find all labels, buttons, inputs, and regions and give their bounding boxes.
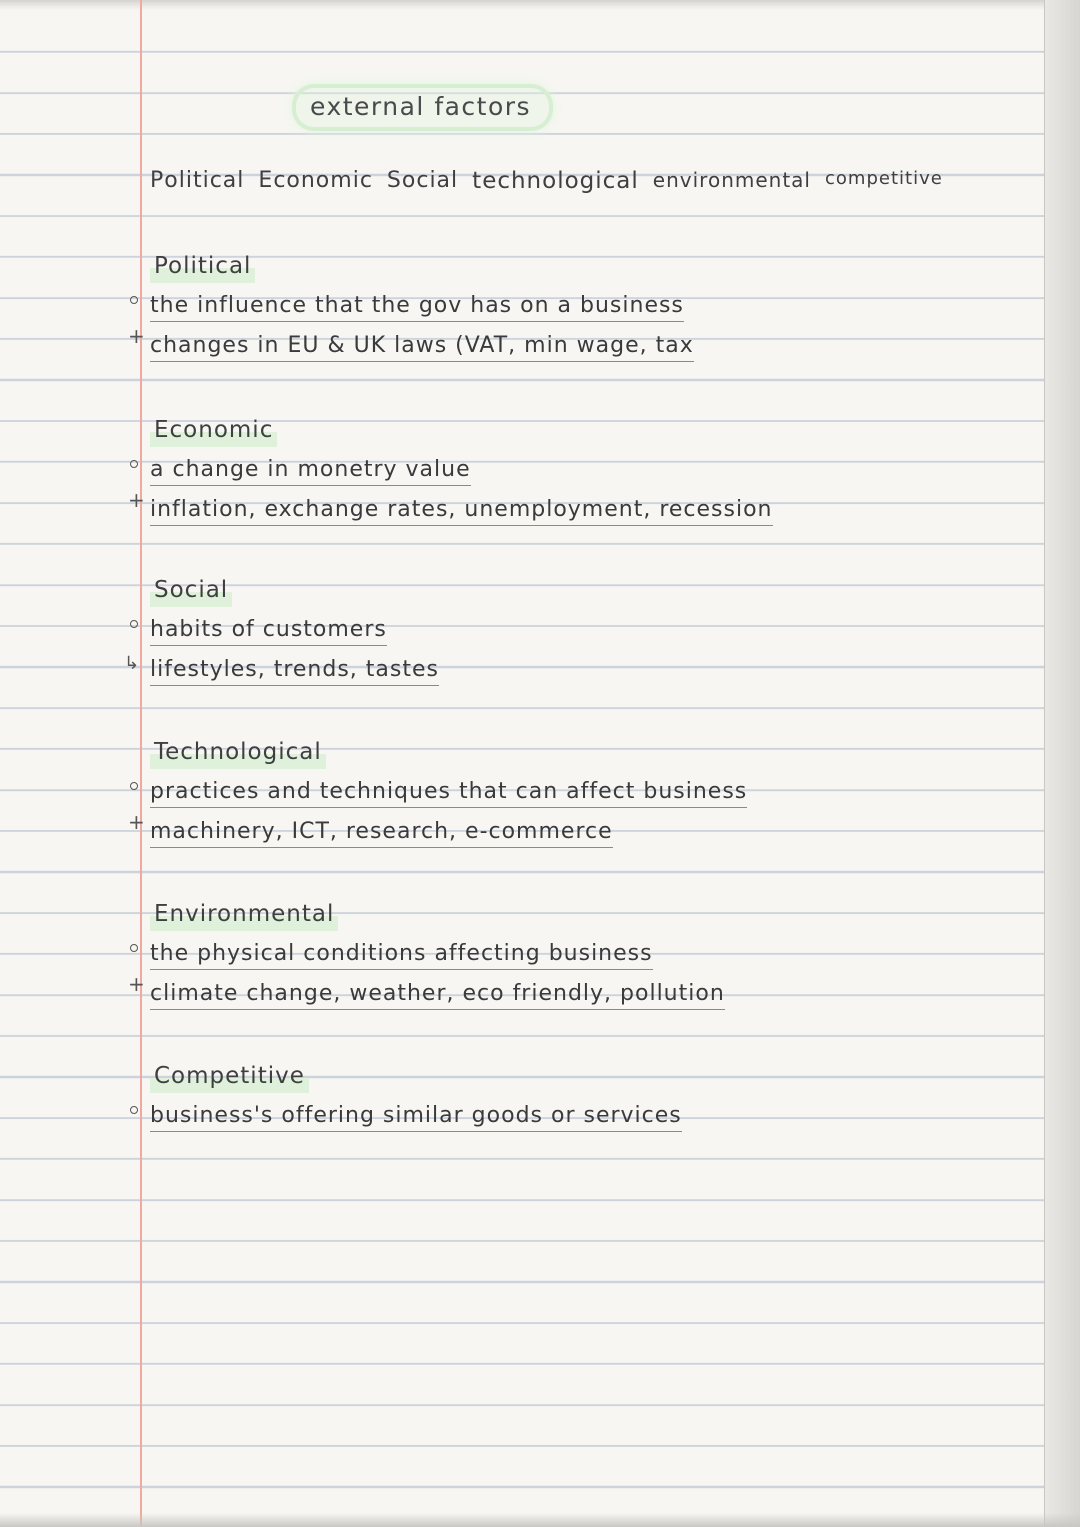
note-text: business's offering similar goods or services — [150, 1101, 682, 1132]
note-text: habits of customers — [150, 615, 387, 646]
acronym-initial: P — [150, 168, 165, 193]
section-technological — [150, 732, 1030, 852]
section-heading: Environmental — [150, 894, 338, 934]
page-bottom-shadow — [0, 1513, 1080, 1527]
note-text: practices and techniques that can affect business — [150, 777, 747, 808]
note-item — [150, 934, 1030, 974]
acronym-word-environmental — [653, 168, 811, 194]
note-item — [150, 812, 1030, 852]
note-item — [150, 772, 1030, 812]
section-competitive — [150, 1056, 1030, 1136]
note-text: climate change, weather, eco friendly, pollution — [150, 979, 725, 1010]
note-text: a change in monetry value — [150, 455, 471, 486]
notebook-edge — [1044, 0, 1080, 1527]
section-environmental — [150, 894, 1030, 1014]
acronym-initial: S — [386, 168, 402, 193]
note-item — [150, 490, 1030, 530]
acronym-word-economic — [258, 168, 373, 194]
note-text: lifestyles, trends, tastes — [150, 655, 439, 686]
acronym-word-social — [387, 168, 458, 194]
section-political — [150, 246, 1030, 366]
note-text: inflation, exchange rates, unemployment, recession — [150, 495, 773, 526]
note-item — [150, 286, 1030, 326]
acronym-initial: t — [472, 168, 483, 194]
acronym-word-competitive — [825, 168, 943, 194]
section-heading: Political — [150, 246, 255, 286]
section-heading: Economic — [150, 410, 277, 450]
note-item — [150, 326, 1030, 366]
acronym-rest: ompetitive — [835, 168, 943, 189]
acronym-word-political — [150, 168, 244, 194]
section-heading: Social — [150, 570, 232, 610]
note-text: the influence that the gov has on a business — [150, 291, 684, 322]
margin-line — [140, 0, 142, 1527]
note-item — [150, 1096, 1030, 1136]
note-item — [150, 650, 1030, 690]
section-social — [150, 570, 1030, 690]
section-economic — [150, 410, 1030, 530]
acronym-rest: nvironmental — [666, 168, 811, 192]
note-item — [150, 610, 1030, 650]
note-text: machinery, ICT, research, e-commerce — [150, 817, 613, 848]
acronym-rest: conomic — [273, 168, 373, 193]
note-text: changes in EU & UK laws (VAT, min wage, tax — [150, 331, 694, 362]
note-item — [150, 450, 1030, 490]
acronym-rest: ocial — [401, 168, 459, 193]
page-top-shadow — [0, 0, 1080, 10]
acronym-rest: olitical — [164, 168, 245, 193]
acronym-initial: E — [258, 168, 274, 193]
page-title: external factors — [296, 88, 549, 127]
note-text: the physical conditions affecting business — [150, 939, 653, 970]
acronym-initial: c — [825, 168, 836, 189]
acronym-word-technological — [472, 168, 639, 194]
section-heading: Technological — [150, 732, 326, 772]
section-heading: Competitive — [150, 1056, 309, 1096]
note-item — [150, 974, 1030, 1014]
acronym-line — [150, 168, 1040, 194]
acronym-initial: e — [652, 168, 667, 192]
acronym-rest: echnological — [482, 168, 639, 194]
